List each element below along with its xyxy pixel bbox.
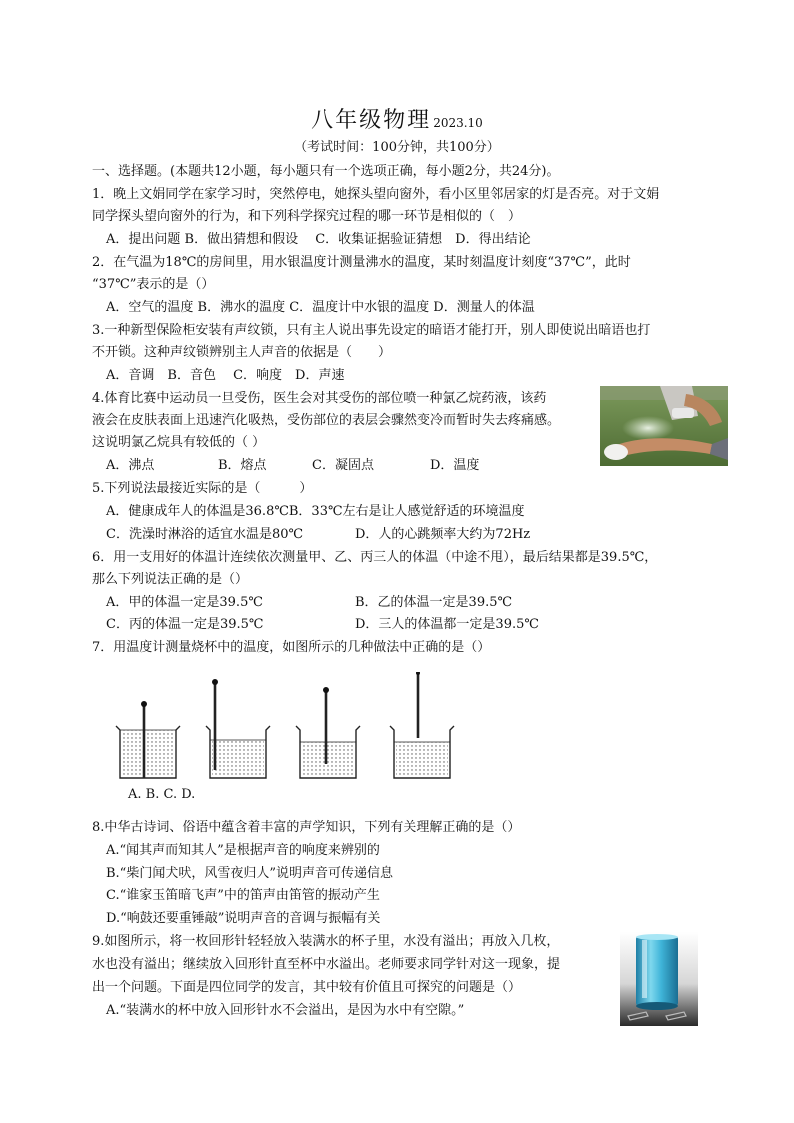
q9-stem-line1: 9.如图所示，将一枚回形针轻轻放入装满水的杯子里，水没有溢出；再放入几枚， xyxy=(92,934,560,949)
q7-options: A. B. C. D. xyxy=(128,787,196,802)
beaker-a xyxy=(116,701,180,778)
q3-stem-line2: 不开锁。这种声纹锁辨别主人声音的依据是（ ） xyxy=(92,345,392,360)
q2-stem-line2: “37℃”表示的是（） xyxy=(92,277,215,292)
title-text: 八年级物理 xyxy=(311,108,432,133)
beaker-b xyxy=(206,679,270,778)
q4-option-a: A．沸点 xyxy=(106,458,155,473)
exam-title xyxy=(0,103,794,134)
sports-injury-photo xyxy=(600,386,728,466)
cup-paperclips-illustration xyxy=(620,932,698,1026)
q9-stem-line3: 出一个问题。下面是四位同学的发言，其中较有价值且可探究的问题是（） xyxy=(92,980,522,995)
exam-date: 2023.10 xyxy=(433,116,483,130)
q3-options: A．音调 B．音色 C．响度 D．声速 xyxy=(106,368,345,383)
q6-option-a: A．甲的体温一定是39.5℃ xyxy=(106,595,263,610)
q1-options: A．提出问题 B．做出猜想和假设 C．收集证据验证猜想 D．得出结论 xyxy=(106,232,531,247)
q1-stem-line2: 同学探头望向窗外的行为，和下列科学探究过程的哪一环节是相似的（ ） xyxy=(92,209,522,224)
q6-stem-line1: 6．用一支用好的体温计连续依次测量甲、乙、丙三人的体温（中途不甩），最后结果都是39.5℃， xyxy=(92,550,658,565)
q9-option-a: A.“装满水的杯中放入回形针水不会溢出，是因为水中有空隙。” xyxy=(106,1003,465,1018)
q5-option-c: C．洗澡时淋浴的适宜水温是80℃ xyxy=(106,527,304,542)
q5-stem: 5.下列说法最接近实际的是（ ） xyxy=(92,481,313,496)
q8-option-d: D.“响鼓还要重锤敲”说明声音的音调与振幅有关 xyxy=(106,911,381,926)
q7-stem: 7．用温度计测量烧杯中的温度，如图所示的几种做法中正确的是（） xyxy=(92,640,491,655)
q1-stem-line1: 1．晚上文娟同学在家学习时，突然停电，她探头望向窗外，看小区里邻居家的灯是否亮。对于文娟 xyxy=(92,187,660,202)
q8-option-a: A.“闻其声而知其人”是根据声音的响度来辨别的 xyxy=(106,843,380,858)
water-cup-photo xyxy=(620,932,698,1026)
q2-stem-line1: 2．在气温为18℃的房间里，用水银温度计测量沸水的温度，某时刻温度计刻度“37℃”，此时 xyxy=(92,255,631,270)
q4-option-c: C．凝固点 xyxy=(312,458,374,473)
q9-stem-line2: 水也没有溢出；继续放入回形针直至杯中水溢出。老师要求同学针对这一现象，提 xyxy=(92,957,561,972)
exam-info: （考试时间：100分钟，共100分） xyxy=(294,140,500,155)
q4-stem-line1: 4.体育比赛中运动员一旦受伤，医生会对其受伤的部位喷一种氯乙烷药液，该药 xyxy=(92,391,547,406)
q6-option-d: D．三人的体温都一定是39.5℃ xyxy=(355,617,539,632)
q4-option-d: D．温度 xyxy=(430,458,480,473)
injury-spray-illustration xyxy=(600,386,728,466)
q4-stem-line3: 这说明氯乙烷具有较低的（ ） xyxy=(92,435,266,450)
q6-option-b: B．乙的体温一定是39.5℃ xyxy=(355,595,513,610)
q6-stem-line2: 那么下列说法正确的是（） xyxy=(92,572,249,587)
q5-option-d: D．人的心跳频率大约为72Hz xyxy=(355,527,531,542)
beaker-c xyxy=(296,687,360,778)
thermometer-beakers-diagram xyxy=(110,672,460,782)
q3-stem-line1: 3.一种新型保险柜安装有声纹锁，只有主人说出事先设定的暗语才能打开，别人即使说出暗语也打 xyxy=(92,323,651,338)
beaker-d xyxy=(390,672,454,778)
q6-option-c: C．丙的体温一定是39.5℃ xyxy=(106,617,264,632)
q8-option-b: B.“柴门闻犬吠，风雪夜归人”说明声音可传递信息 xyxy=(106,866,393,881)
section-heading: 一、选择题。(本题共12小题，每小题只有一个选项正确，每小题2分，共24分)。 xyxy=(92,164,560,179)
q4-option-b: B．熔点 xyxy=(218,458,267,473)
q2-options: A．空气的温度 B．沸水的温度 C．温度计中水银的温度 D．测量人的体温 xyxy=(106,300,535,315)
q5-options-ab: A．健康成年人的体温是36.8℃B．33℃左右是让人感觉舒适的环境温度 xyxy=(106,504,525,519)
q8-option-c: C.“谁家玉笛暗飞声”中的笛声由笛管的振动产生 xyxy=(106,888,380,903)
q4-stem-line2: 液会在皮肤表面上迅速汽化吸热，受伤部位的表层会骤然变冷而暂时失去疼痛感。 xyxy=(92,413,561,428)
q8-stem: 8.中华古诗词、俗语中蕴含着丰富的声学知识，下列有关理解正确的是（） xyxy=(92,820,521,835)
